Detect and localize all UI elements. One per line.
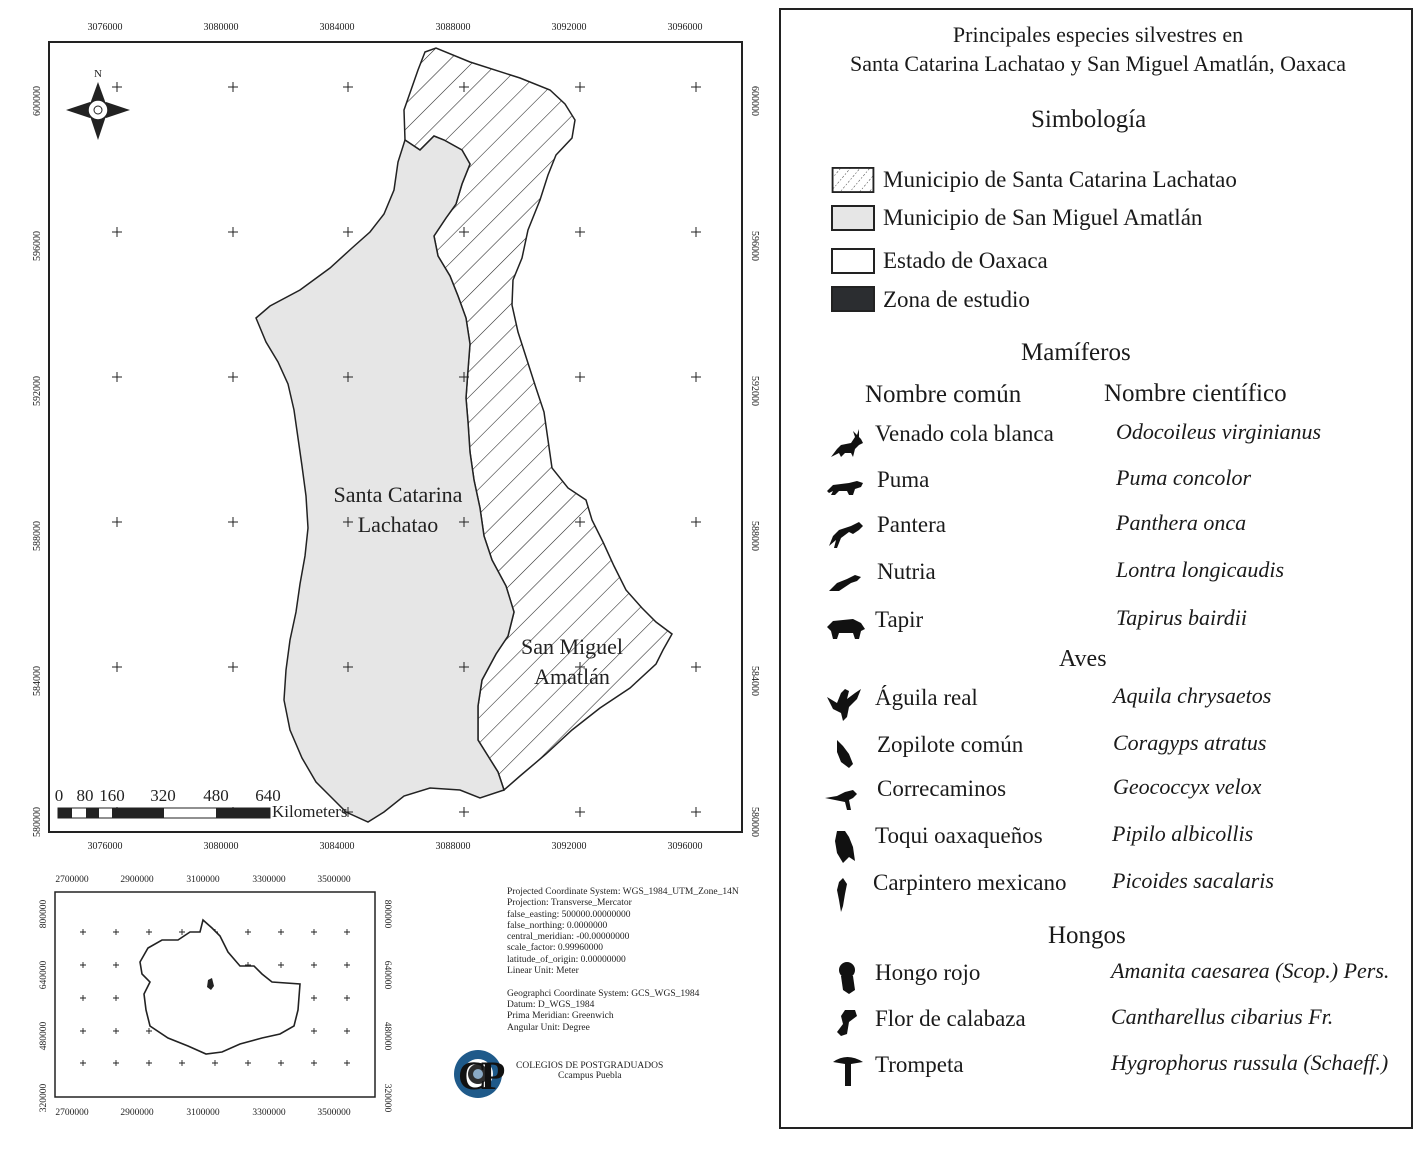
legend-panel [779,8,1413,1129]
inset-top-tick-label: 3500000 [317,875,351,885]
left-tick-label: 592000 [32,376,43,406]
birds-scientific-2: Geococcyx velox [1113,774,1262,799]
birds-common-4: Carpintero mexicano [873,870,1067,895]
inset-top-tick-label: 2900000 [120,875,154,885]
inset-bottom-tick-label: 3300000 [252,1108,286,1118]
eagle-icon [823,687,865,727]
inset-bottom-tick-label: 2700000 [55,1108,89,1118]
inset-bottom-tick-label: 2900000 [120,1108,154,1118]
right-tick-label: 596000 [749,231,760,261]
birds-common-0: Águila real [875,685,978,710]
projection-info-line: false_northing: 0.0000000 [507,920,608,931]
panther-icon [825,516,867,556]
mammals-common-3: Nutria [877,559,936,584]
fungi-scientific-2: Hygrophorus russula (Schaeff.) [1111,1050,1389,1075]
fungi-common-1: Flor de calabaza [875,1006,1026,1031]
birds-scientific-0: Aquila chrysaetos [1113,683,1272,708]
inset-right-tick-label: 800000 [382,899,392,929]
swatch-grey [831,205,875,231]
logo-line-2: Ccampus Puebla [558,1071,622,1081]
inset-bottom-tick-label: 3500000 [317,1108,351,1118]
projection-info-line: Linear Unit: Meter [507,966,579,977]
projection-info [507,887,739,1034]
mammals-scientific-4: Tapirus bairdii [1116,605,1248,630]
inset-left-tick-label: 640000 [39,960,49,990]
legend-title-line-2: Santa Catarina Lachatao y San Miguel Amatlán, Oaxaca [849,51,1347,76]
top-tick-label: 3076000 [87,22,123,33]
institution-logo [450,1046,510,1102]
bottom-tick-label: 3076000 [87,841,123,852]
inset-bottom-tick-label: 3100000 [186,1108,220,1118]
scale-label-320: 320 [150,786,176,805]
birds-common-1: Zopilote común [877,732,1024,757]
col-common-heading: Nombre común [865,381,1022,408]
top-tick-label: 3080000 [203,22,239,33]
right-tick-label: 584000 [749,666,760,696]
mammals-scientific-2: Panthera onca [1116,510,1247,535]
bottom-tick-label: 3084000 [319,841,355,852]
bottom-tick-label: 3096000 [667,841,703,852]
left-tick-label: 580000 [32,807,43,837]
fungi-scientific-0: Amanita caesarea (Scop.) Pers. [1111,958,1390,983]
projection-info-line: false_easting: 500000.00000000 [507,909,631,920]
symbol-label-0: Municipio de Santa Catarina Lachatao [883,167,1237,192]
right-tick-label: 588000 [749,521,760,551]
birds-heading: Aves [1059,646,1107,672]
mammals-common-4: Tapir [875,607,924,632]
left-tick-label: 600000 [32,86,43,116]
swatch-hatched [831,167,875,193]
inset-map [0,862,420,1142]
label-amatlan-1: San Miguel [520,634,624,659]
inset-left-tick-label: 480000 [39,1021,49,1051]
projection-info-line [507,977,739,988]
label-lachatao-2: Lachatao [357,512,439,537]
top-tick-label: 3092000 [551,22,587,33]
scale-label-80: 80 [76,786,94,805]
inset-left-tick-label: 800000 [39,899,49,929]
otter-icon [825,565,867,605]
projection-info-line: scale_factor: 0.99960000 [507,943,604,954]
birds-common-2: Correcaminos [877,776,1007,801]
left-tick-label: 588000 [32,521,43,551]
chanterelle-icon [829,1006,871,1046]
scale-label-0: 0 [54,786,64,805]
scale-label-160: 160 [99,786,125,805]
scale-units: Kilometers [272,802,348,821]
scale-label-480: 480 [203,786,229,805]
inset-top-tick-label: 3100000 [186,875,220,885]
mushroom-icon [829,960,871,1000]
col-scientific-heading: Nombre científico [1104,380,1287,407]
inset-top-tick-label: 3300000 [252,875,286,885]
mammals-scientific-0: Odocoileus virginianus [1116,419,1322,444]
vulture-icon [823,736,865,776]
left-tick-label: 596000 [32,231,43,261]
projection-info-line: Geographci Coordinate System: GCS_WGS_1984 [507,988,700,999]
fungi-heading: Hongos [1048,922,1126,949]
bottom-tick-label: 3080000 [203,841,239,852]
projection-info-line: Projected Coordinate System: WGS_1984_UTM_Zone_14N [507,887,739,897]
swatch-white [831,248,875,274]
projection-info-line: Prima Meridian: Greenwich [507,1011,614,1022]
inset-left-tick-label: 320000 [39,1083,49,1113]
symbol-label-3: Zona de estudio [883,287,1030,312]
label-amatlan-2: Amatlán [534,664,610,689]
left-tick-label: 584000 [32,666,43,696]
svg-text:N: N [94,68,102,80]
inset-right-tick-label: 640000 [382,960,392,990]
mammals-common-2: Pantera [877,512,946,537]
projection-info-line: Datum: D_WGS_1984 [507,999,595,1010]
inset-right-tick-label: 320000 [382,1083,392,1113]
trumpet-mushroom-icon [829,1052,871,1092]
swatch-dark [831,286,875,312]
top-tick-label: 3088000 [435,22,471,33]
inset-right-tick-label: 480000 [382,1021,392,1051]
logo-initials: CP [458,1053,500,1098]
bottom-tick-label: 3088000 [435,841,471,852]
fungi-scientific-1: Cantharellus cibarius Fr. [1111,1004,1334,1029]
top-tick-label: 3096000 [667,22,703,33]
birds-scientific-1: Coragyps atratus [1113,730,1267,755]
right-tick-label: 580000 [749,807,760,837]
tapir-icon [825,613,867,653]
projection-info-line: latitude_of_origin: 0.00000000 [507,954,626,965]
logo-line-1: COLEGIOS DE POSTGRADUADOS [516,1061,664,1071]
right-tick-label: 592000 [749,376,760,406]
puma-icon [825,473,867,513]
fungi-common-2: Trompeta [875,1052,964,1077]
legend-title-line-1: Principales especies silvestres en [952,22,1244,47]
label-lachatao-1: Santa Catarina [333,482,463,507]
main-map [0,0,770,860]
woodpecker-icon [823,876,865,916]
birds-scientific-3: Pipilo albicollis [1112,821,1254,846]
deer-icon [825,427,867,467]
birds-scientific-4: Picoides sacalaris [1112,868,1274,893]
symbol-label-2: Estado de Oaxaca [883,248,1048,273]
mammals-heading: Mamíferos [1021,339,1131,366]
mammals-common-1: Puma [877,467,930,492]
projection-info-line: Projection: Transverse_Mercator [507,898,632,909]
projection-info-line: central_meridian: -00.00000000 [507,932,630,943]
mammals-scientific-3: Lontra longicaudis [1116,557,1285,582]
towhee-icon [823,827,865,867]
mammals-scientific-1: Puma concolor [1116,465,1252,490]
mammals-common-0: Venado cola blanca [875,421,1054,446]
scale-label-640: 640 [255,786,281,805]
right-tick-label: 600000 [749,86,760,116]
fungi-common-0: Hongo rojo [875,960,981,985]
roadrunner-icon [823,784,865,824]
projection-info-line: Angular Unit: Degree [507,1022,590,1033]
birds-common-3: Toqui oaxaqueños [875,823,1043,848]
inset-top-tick-label: 2700000 [55,875,89,885]
bottom-tick-label: 3092000 [551,841,587,852]
symbol-label-1: Municipio de San Miguel Amatlán [883,205,1203,230]
top-tick-label: 3084000 [319,22,355,33]
symbology-heading: Simbología [1031,106,1147,133]
